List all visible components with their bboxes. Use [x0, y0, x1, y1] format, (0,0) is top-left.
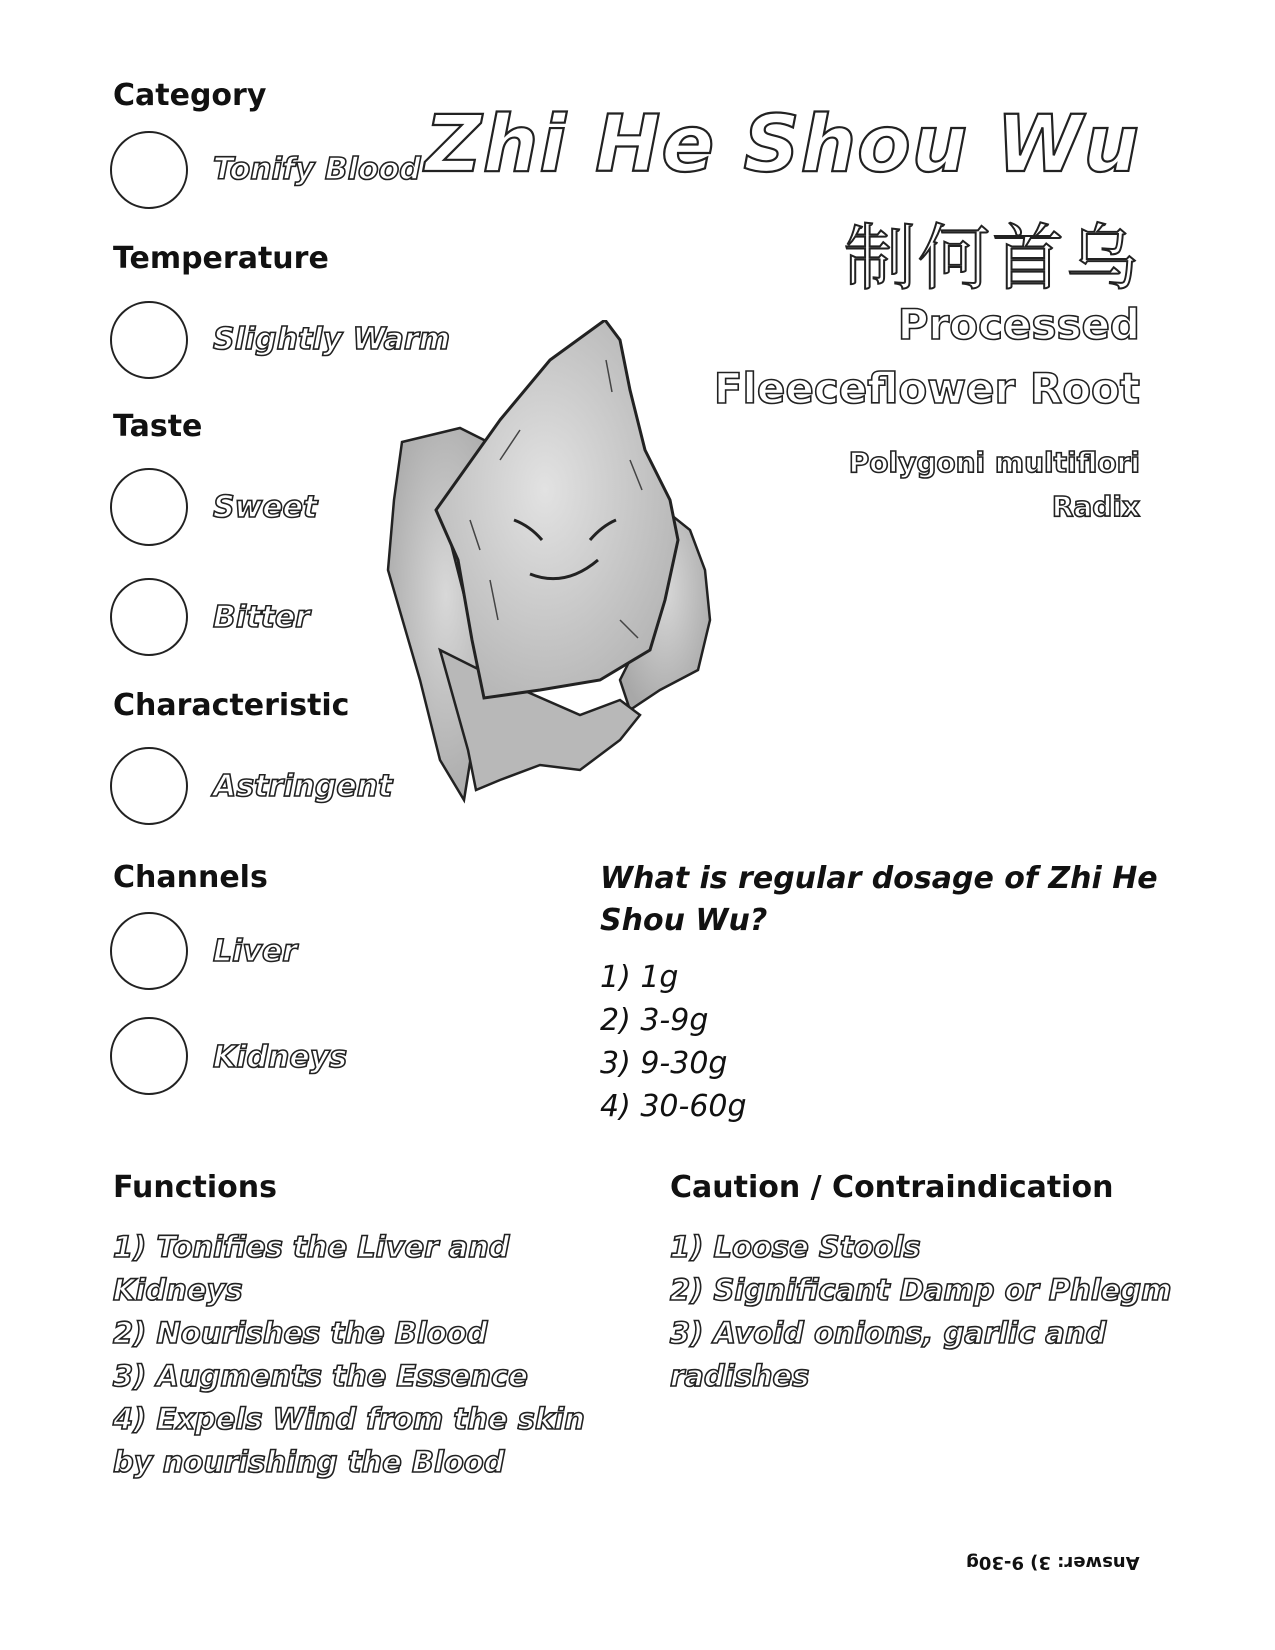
checkbox-astringent[interactable]	[110, 747, 188, 825]
herb-latin-name-line2: Radix	[1051, 490, 1140, 523]
checkbox-liver[interactable]	[110, 912, 188, 990]
option-astringent: Astringent	[213, 769, 393, 804]
caution-line: 1) Loose Stools	[670, 1230, 921, 1264]
checkbox-slightly-warm[interactable]	[110, 301, 188, 379]
functions-line: Kidneys	[113, 1273, 243, 1307]
checkbox-sweet[interactable]	[110, 468, 188, 546]
channels-heading: Channels	[113, 860, 268, 895]
dosage-answer-list	[600, 956, 747, 1128]
answer-option[interactable]: 1) 1g	[600, 960, 679, 995]
caution-line: 3) Avoid onions, garlic and	[670, 1316, 1107, 1350]
dosage-question-line1: What is regular dosage of Zhi He	[600, 861, 1158, 896]
option-slightly-warm: Slightly Warm	[213, 322, 450, 357]
answer-option[interactable]: 3) 9-30g	[600, 1046, 728, 1081]
functions-line: 3) Augments the Essence	[113, 1359, 528, 1393]
option-sweet: Sweet	[213, 490, 318, 525]
functions-line: 4) Expels Wind from the skin	[113, 1402, 585, 1436]
checkbox-bitter[interactable]	[110, 578, 188, 656]
answer-option[interactable]: 2) 3-9g	[600, 1003, 709, 1038]
answer-key: Answer: 3) 9-30g	[966, 1552, 1140, 1573]
option-liver: Liver	[213, 934, 298, 969]
option-tonify-blood: Tonify Blood	[213, 152, 421, 187]
checkbox-kidneys[interactable]	[110, 1017, 188, 1095]
herb-english-name-line2: Fleeceflower Root	[713, 364, 1140, 413]
functions-line: by nourishing the Blood	[113, 1445, 505, 1479]
herb-latin-name-line1: Polygoni multiflori	[848, 446, 1140, 479]
checkbox-tonify-blood[interactable]	[110, 131, 188, 209]
answer-option[interactable]: 4) 30-60g	[600, 1089, 747, 1124]
functions-list	[113, 1226, 585, 1484]
herb-english-name-line1: Processed	[897, 300, 1140, 349]
functions-line: 1) Tonifies the Liver and	[113, 1230, 510, 1264]
category-heading: Category	[113, 78, 267, 113]
herb-chinese-name: 制何首乌	[843, 216, 1140, 300]
caution-heading: Caution / Contraindication	[670, 1170, 1114, 1205]
herb-root-illustration	[380, 320, 740, 810]
option-kidneys: Kidneys	[213, 1040, 348, 1075]
functions-heading: Functions	[113, 1170, 277, 1205]
caution-line: radishes	[670, 1359, 810, 1393]
caution-list	[670, 1226, 1171, 1398]
caution-line: 2) Significant Damp or Phlegm	[670, 1273, 1172, 1307]
taste-heading: Taste	[113, 409, 203, 444]
dosage-question	[600, 858, 1158, 942]
herb-pinyin-title: Zhi He Shou Wu	[425, 100, 1140, 190]
functions-line: 2) Nourishes the Blood	[113, 1316, 488, 1350]
option-bitter: Bitter	[213, 600, 310, 635]
dosage-question-line2: Shou Wu?	[600, 903, 768, 938]
temperature-heading: Temperature	[113, 241, 329, 276]
characteristic-heading: Characteristic	[113, 688, 350, 723]
